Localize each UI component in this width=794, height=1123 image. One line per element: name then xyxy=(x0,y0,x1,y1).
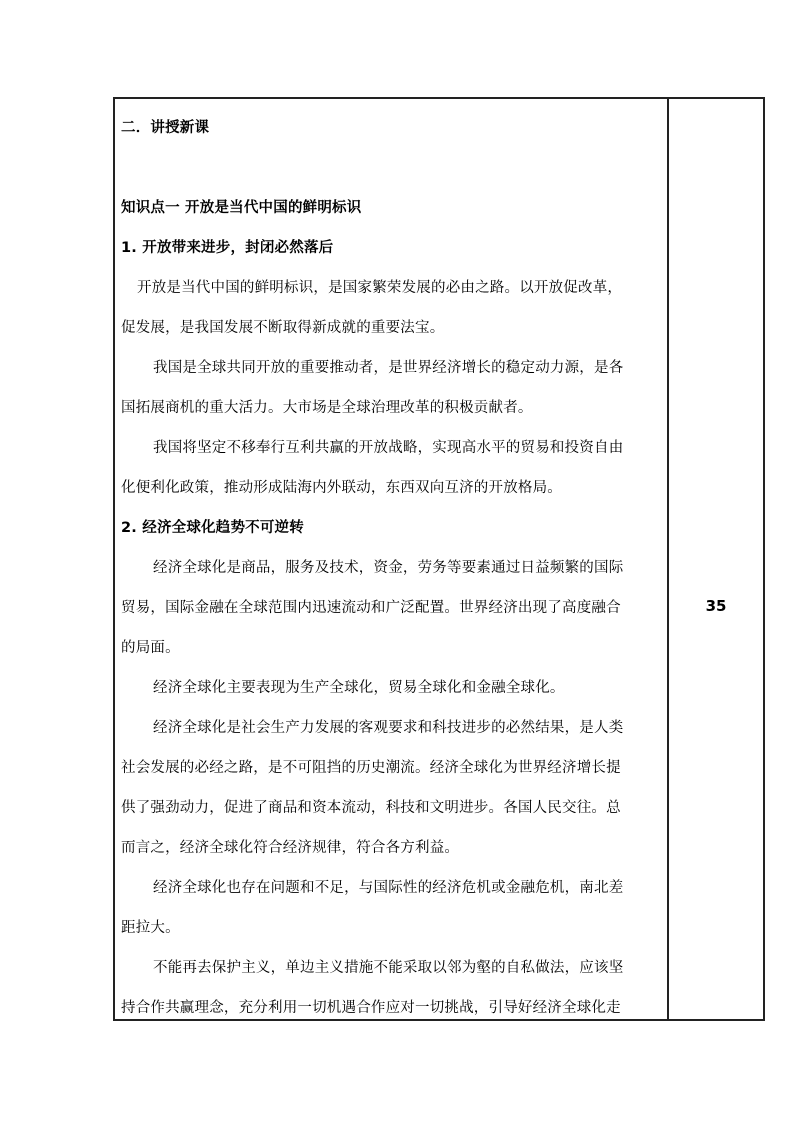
paragraph-line: 化便利化政策，推动形成陆海内外联动，东西双向互济的开放格局。 xyxy=(121,480,562,496)
content-cell xyxy=(115,99,669,1019)
paragraph-line: 距拉大。 xyxy=(121,920,180,936)
paragraph-line: 开放是当代中国的鲜明标识，是国家繁荣发展的必由之路。以开放促改革， xyxy=(137,280,623,296)
paragraph-line: 持合作共赢理念，充分利用一切机遇合作应对一切挑战，引导好经济全球化走 xyxy=(121,1000,621,1016)
time-cell xyxy=(669,99,763,1019)
time-minutes: 35 xyxy=(705,597,727,615)
paragraph-line: 我国将坚定不移奉行互利共赢的开放战略，实现高水平的贸易和投资自由 xyxy=(153,440,624,456)
paragraph-line: 我国是全球共同开放的重要推动者，是世界经济增长的稳定动力源，是各 xyxy=(153,360,624,376)
paragraph-line: 而言之，经济全球化符合经济规律，符合各方利益。 xyxy=(121,840,460,856)
paragraph-line: 的局面。 xyxy=(121,640,180,656)
paragraph-line: 经济全球化是商品，服务及技术，资金，劳务等要素通过日益频繁的国际 xyxy=(153,560,624,576)
paragraph-line: 经济全球化也存在问题和不足，与国际性的经济危机或金融危机，南北差 xyxy=(153,880,624,896)
knowledge-point-title: 知识点一 开放是当代中国的鲜明标识 xyxy=(121,200,362,216)
lesson-table xyxy=(113,97,765,1021)
paragraph-line: 经济全球化是社会生产力发展的客观要求和科技进步的必然结果，是人类 xyxy=(153,720,624,736)
paragraph-line: 经济全球化主要表现为生产全球化，贸易全球化和金融全球化。 xyxy=(153,680,565,696)
subsection-title-2: 2. 经济全球化趋势不可逆转 xyxy=(121,520,304,536)
paragraph-line: 促发展，是我国发展不断取得新成就的重要法宝。 xyxy=(121,320,445,336)
section-heading: 二．讲授新课 xyxy=(121,120,210,136)
paragraph-line: 不能再去保护主义，单边主义措施不能采取以邻为壑的自私做法，应该坚 xyxy=(153,960,624,976)
paragraph-line: 供了强劲动力，促进了商品和资本流动，科技和文明进步。各国人民交往。总 xyxy=(121,800,621,816)
subsection-title-1: 1. 开放带来进步，封闭必然落后 xyxy=(121,240,334,256)
paragraph-line: 国拓展商机的重大活力。大市场是全球治理改革的积极贡献者。 xyxy=(121,400,533,416)
paragraph-line: 贸易，国际金融在全球范围内迅速流动和广泛配置。世界经济出现了高度融合 xyxy=(121,600,621,616)
paragraph-line: 社会发展的必经之路，是不可阻挡的历史潮流。经济全球化为世界经济增长提 xyxy=(121,760,621,776)
